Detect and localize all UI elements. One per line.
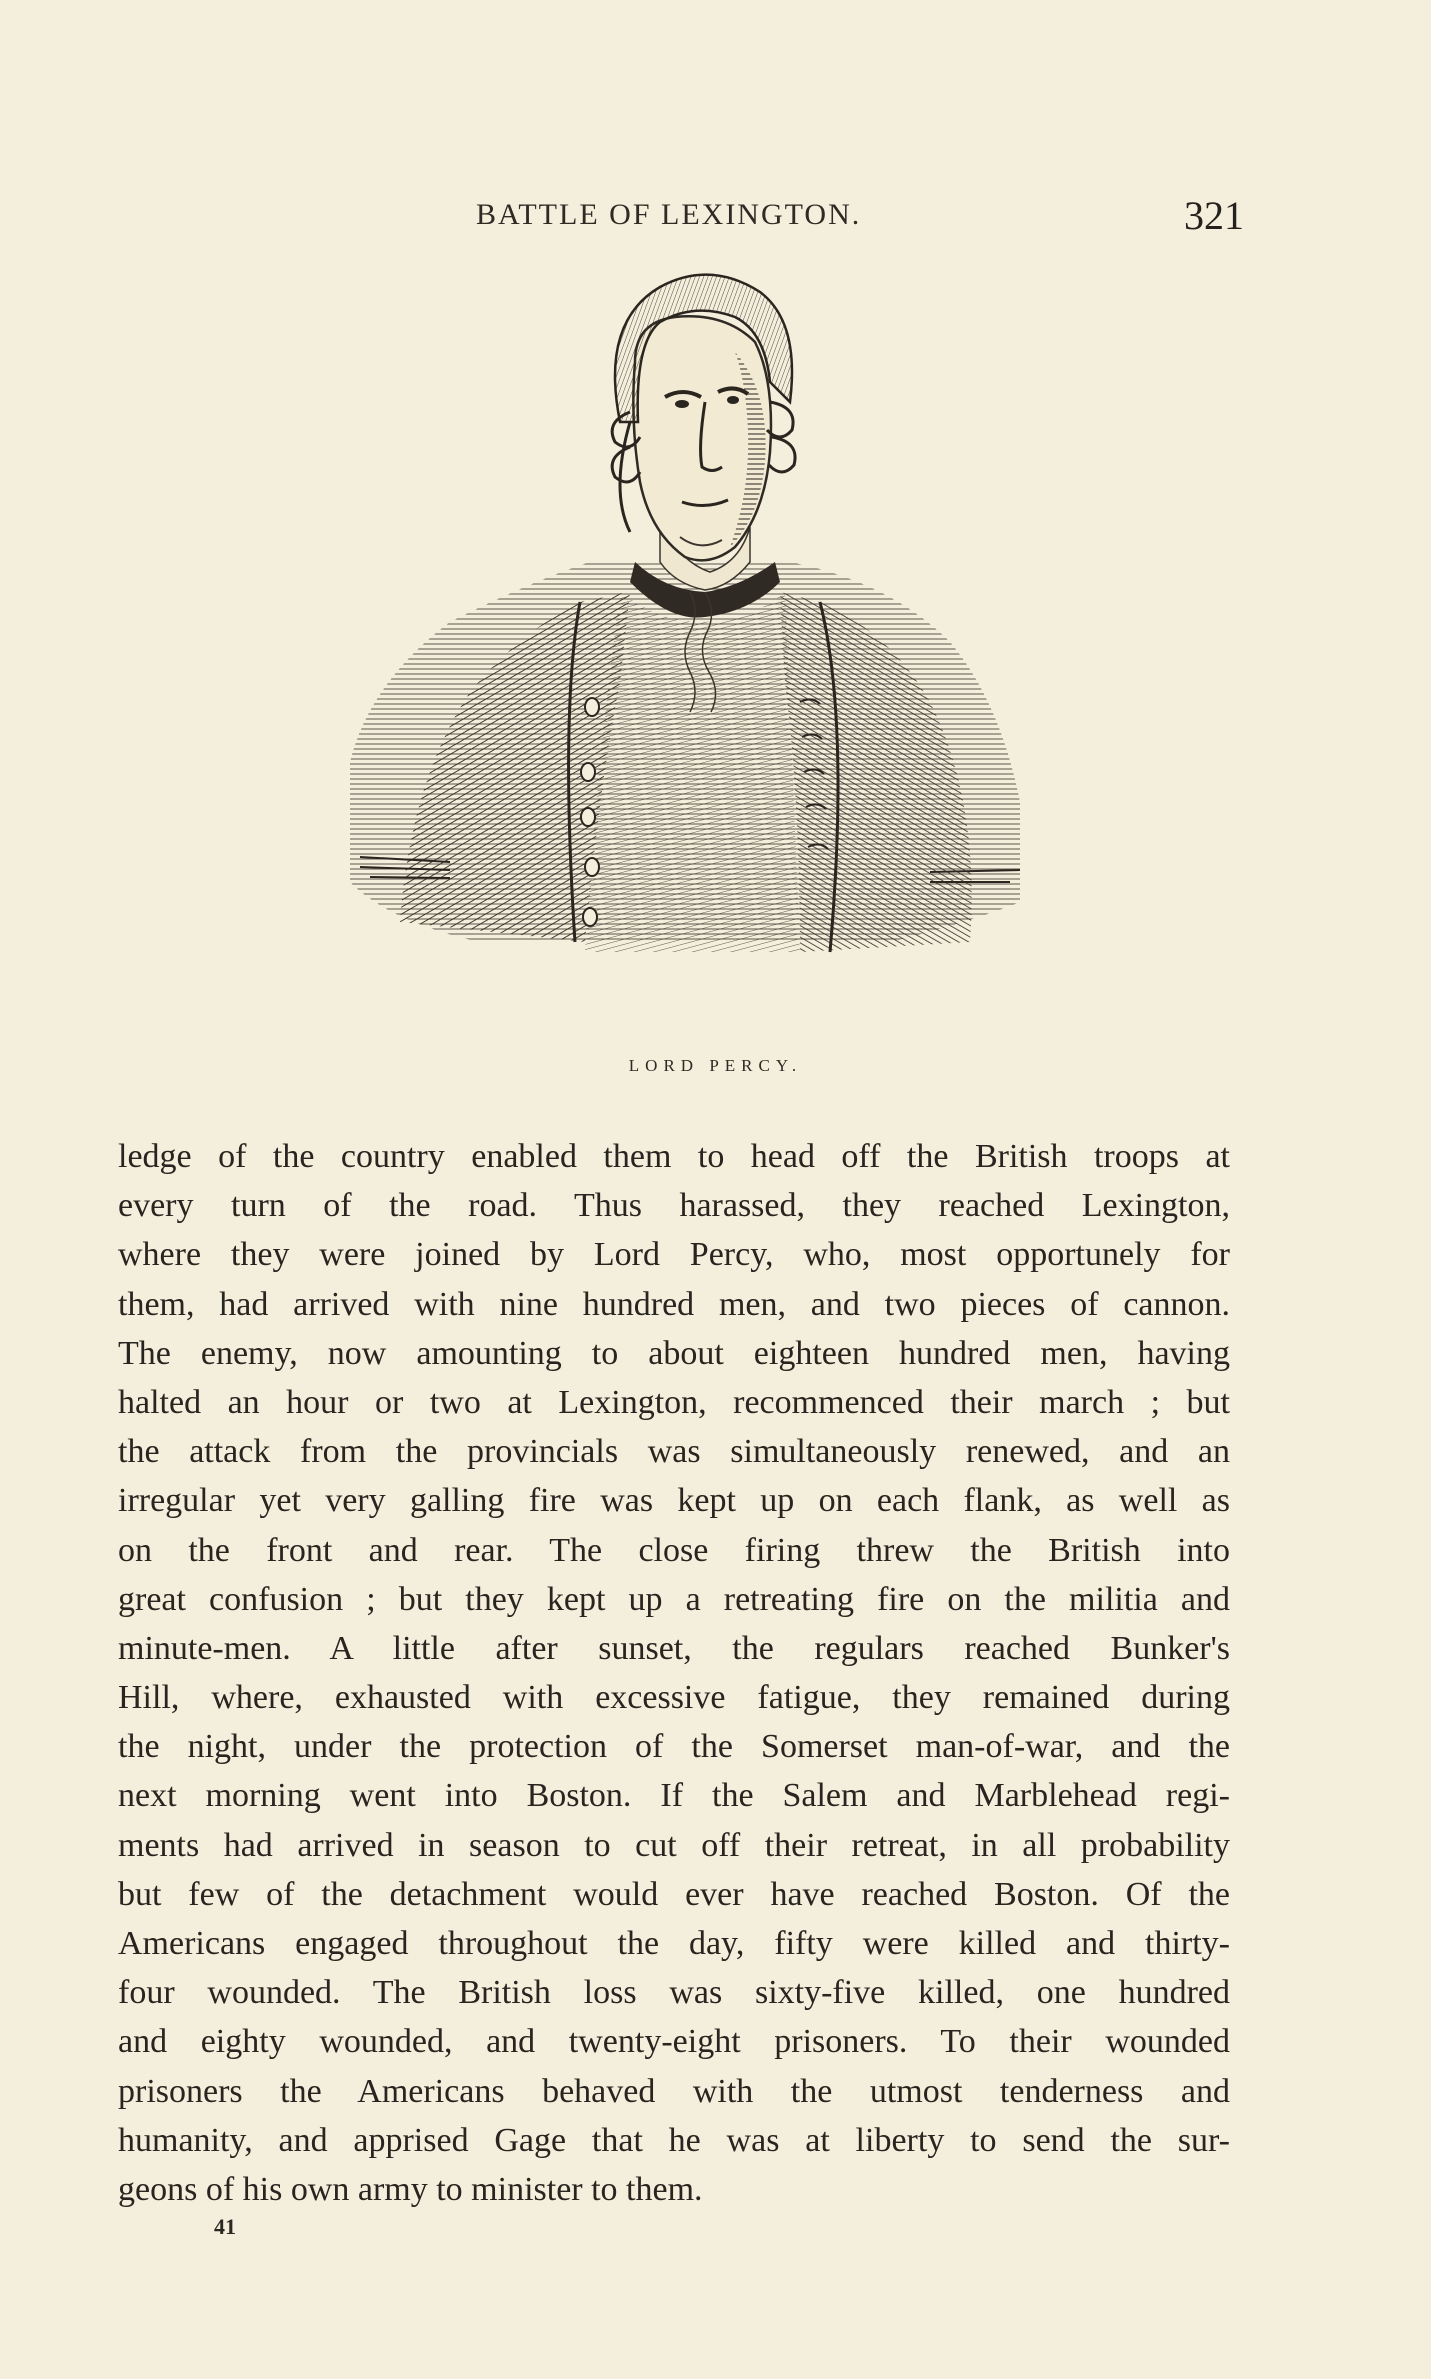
text-line: and eighty wounded, and twenty-eight prisoners. To their wounded	[118, 2023, 1230, 2061]
text-line: the attack from the provincials was simultaneously renewed, and an	[118, 1433, 1230, 1471]
text-line: every turn of the road. Thus harassed, they reached Lexington,	[118, 1187, 1230, 1225]
text-line: The enemy, now amounting to about eighteen hundred men, having	[118, 1334, 1230, 1372]
text-line: but few of the detachment would ever have reached Boston. Of the	[118, 1875, 1230, 1913]
text-line: great confusion ; but they kept up a retreating fire on the militia and	[118, 1580, 1230, 1618]
text-line: the night, under the protection of the Somerset man-of-war, and the	[118, 1728, 1230, 1766]
page-header	[470, 193, 1250, 246]
running-head: BATTLE OF LEXINGTON.	[476, 198, 862, 231]
text-line: them, had arrived with nine hundred men, and two pieces of cannon.	[118, 1285, 1230, 1323]
text-line: ledge of the country enabled them to head off the British troops at	[118, 1138, 1230, 1175]
page-number: 321	[1184, 193, 1244, 238]
text-line: four wounded. The British loss was sixty-five killed, one hundred	[118, 1974, 1230, 2012]
body-text	[118, 1132, 1230, 2214]
text-line: ments had arrived in season to cut off their retreat, in all probability	[118, 1826, 1230, 1864]
text-line: where they were joined by Lord Percy, who, most opportunely for	[118, 1236, 1230, 1274]
portrait-engraving	[330, 262, 1050, 1062]
signature-mark: 41	[214, 2214, 236, 2239]
text-line: irregular yet very galling fire was kept up on each flank, as well as	[118, 1482, 1230, 1520]
text-line: humanity, and apprised Gage that he was at liberty to send the sur-	[118, 2121, 1230, 2159]
text-line: Hill, where, exhausted with excessive fatigue, they remained during	[118, 1679, 1230, 1717]
text-line: geons of his own army to minister to them.	[118, 2170, 703, 2208]
text-line: prisoners the Americans behaved with the utmost tenderness and	[118, 2072, 1230, 2110]
text-line: halted an hour or two at Lexington, recommenced their march ; but	[118, 1383, 1230, 1421]
text-line: Americans engaged throughout the day, fifty were killed and thirty-	[118, 1925, 1230, 1962]
text-line: minute-men. A little after sunset, the regulars reached Bunker's	[118, 1629, 1230, 1667]
text-line: on the front and rear. The close firing threw the British into	[118, 1531, 1230, 1569]
text-line: next morning went into Boston. If the Salem and Marblehead regi-	[118, 1777, 1230, 1815]
portrait-caption: LORD PERCY.	[628, 1056, 803, 1075]
